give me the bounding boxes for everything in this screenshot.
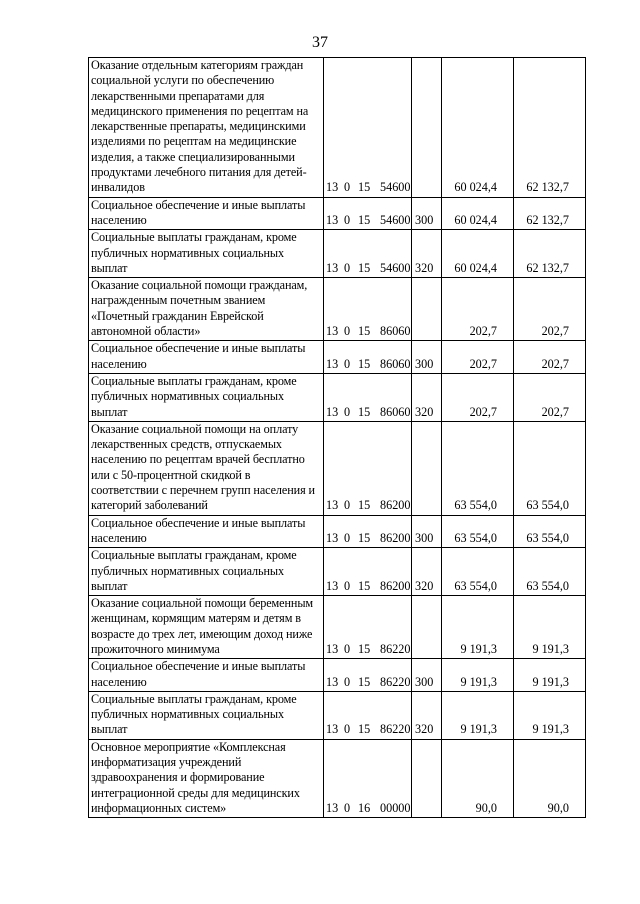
table-row xyxy=(89,659,586,692)
row-value-1: 63 554,0 xyxy=(442,421,514,515)
row-name: Оказание социальной помощи гражданам, награжденным почетным званием «Почетный гражданин Еврейской автономной области» xyxy=(89,278,324,341)
table-row xyxy=(89,58,586,198)
row-value-2: 63 554,0 xyxy=(514,548,586,596)
row-code: 13 0 15 54600 xyxy=(324,197,412,230)
row-name: Социальные выплаты гражданам, кроме публичных нормативных социальных выплат xyxy=(89,691,324,739)
row-value-2: 9 191,3 xyxy=(514,659,586,692)
row-name: Оказание социальной помощи беременным женщинам, кормящим матерям и детям в возрасте до трех лет, имеющим доход ниже прожиточного минимума xyxy=(89,596,324,659)
page-number: 37 xyxy=(312,34,328,51)
row-code: 13 0 15 86200 xyxy=(324,515,412,548)
row-expense-type xyxy=(412,58,442,198)
row-value-2: 63 554,0 xyxy=(514,515,586,548)
row-value-2: 62 132,7 xyxy=(514,58,586,198)
table-row xyxy=(89,421,586,515)
row-name: Социальные выплаты гражданам, кроме публичных нормативных социальных выплат xyxy=(89,373,324,421)
table-row xyxy=(89,548,586,596)
row-code: 13 0 15 86200 xyxy=(324,421,412,515)
row-expense-type: 320 xyxy=(412,230,442,278)
row-value-1: 202,7 xyxy=(442,373,514,421)
row-expense-type xyxy=(412,739,442,817)
row-expense-type xyxy=(412,596,442,659)
table-row xyxy=(89,278,586,341)
row-value-1: 63 554,0 xyxy=(442,515,514,548)
row-name: Оказание социальной помощи на оплату лекарственных средств, отпускаемых населению по рецептам врачей бесплатно или с 50-процентной скидкой в соответствии с перечнем групп населения и категорий заболеваний xyxy=(89,421,324,515)
row-value-1: 202,7 xyxy=(442,341,514,374)
row-value-1: 9 191,3 xyxy=(442,596,514,659)
row-value-1: 63 554,0 xyxy=(442,548,514,596)
row-value-2: 9 191,3 xyxy=(514,596,586,659)
row-value-2: 9 191,3 xyxy=(514,691,586,739)
budget-table-body xyxy=(89,58,586,818)
table-row xyxy=(89,341,586,374)
row-value-1: 9 191,3 xyxy=(442,691,514,739)
row-value-1: 60 024,4 xyxy=(442,230,514,278)
row-code: 13 0 15 86060 xyxy=(324,341,412,374)
row-expense-type: 320 xyxy=(412,548,442,596)
row-expense-type: 320 xyxy=(412,691,442,739)
row-code: 13 0 15 86220 xyxy=(324,659,412,692)
row-value-1: 202,7 xyxy=(442,278,514,341)
row-name: Социальные выплаты гражданам, кроме публичных нормативных социальных выплат xyxy=(89,230,324,278)
row-name: Социальные выплаты гражданам, кроме публичных нормативных социальных выплат xyxy=(89,548,324,596)
row-value-1: 60 024,4 xyxy=(442,197,514,230)
row-code: 13 0 15 86200 xyxy=(324,548,412,596)
table-row xyxy=(89,197,586,230)
row-code: 13 0 15 86060 xyxy=(324,278,412,341)
table-row xyxy=(89,373,586,421)
row-code: 13 0 15 86220 xyxy=(324,691,412,739)
row-code: 13 0 16 00000 xyxy=(324,739,412,817)
row-name: Социальное обеспечение и иные выплаты населению xyxy=(89,515,324,548)
table-row xyxy=(89,515,586,548)
row-expense-type: 300 xyxy=(412,659,442,692)
row-value-2: 62 132,7 xyxy=(514,197,586,230)
row-name: Социальное обеспечение и иные выплаты населению xyxy=(89,197,324,230)
table-row xyxy=(89,691,586,739)
row-expense-type: 300 xyxy=(412,197,442,230)
row-value-2: 63 554,0 xyxy=(514,421,586,515)
row-expense-type xyxy=(412,278,442,341)
row-name: Оказание отдельным категориям граждан социальной услуги по обеспечению лекарственными препаратами для медицинского применения по рецептам на лекарственные препараты, медицинскими изделиями по рецептам на медицинские изделия, а также специализированными продуктами лечебного питания для детей-инвалидов xyxy=(89,58,324,198)
row-expense-type: 300 xyxy=(412,515,442,548)
row-code: 13 0 15 54600 xyxy=(324,58,412,198)
row-value-1: 9 191,3 xyxy=(442,659,514,692)
row-value-1: 90,0 xyxy=(442,739,514,817)
table-row xyxy=(89,596,586,659)
row-name: Социальное обеспечение и иные выплаты населению xyxy=(89,659,324,692)
row-code: 13 0 15 86220 xyxy=(324,596,412,659)
row-name: Социальное обеспечение и иные выплаты населению xyxy=(89,341,324,374)
row-code: 13 0 15 54600 xyxy=(324,230,412,278)
row-value-1: 60 024,4 xyxy=(442,58,514,198)
row-expense-type: 320 xyxy=(412,373,442,421)
row-value-2: 62 132,7 xyxy=(514,230,586,278)
row-value-2: 90,0 xyxy=(514,739,586,817)
row-value-2: 202,7 xyxy=(514,373,586,421)
row-name: Основное мероприятие «Комплексная информатизация учреждений здравоохранения и формирование интеграционной среды для медицинских информационных систем» xyxy=(89,739,324,817)
row-code: 13 0 15 86060 xyxy=(324,373,412,421)
row-value-2: 202,7 xyxy=(514,341,586,374)
budget-table xyxy=(88,57,586,818)
table-row xyxy=(89,739,586,817)
row-expense-type: 300 xyxy=(412,341,442,374)
table-row xyxy=(89,230,586,278)
row-expense-type xyxy=(412,421,442,515)
row-value-2: 202,7 xyxy=(514,278,586,341)
